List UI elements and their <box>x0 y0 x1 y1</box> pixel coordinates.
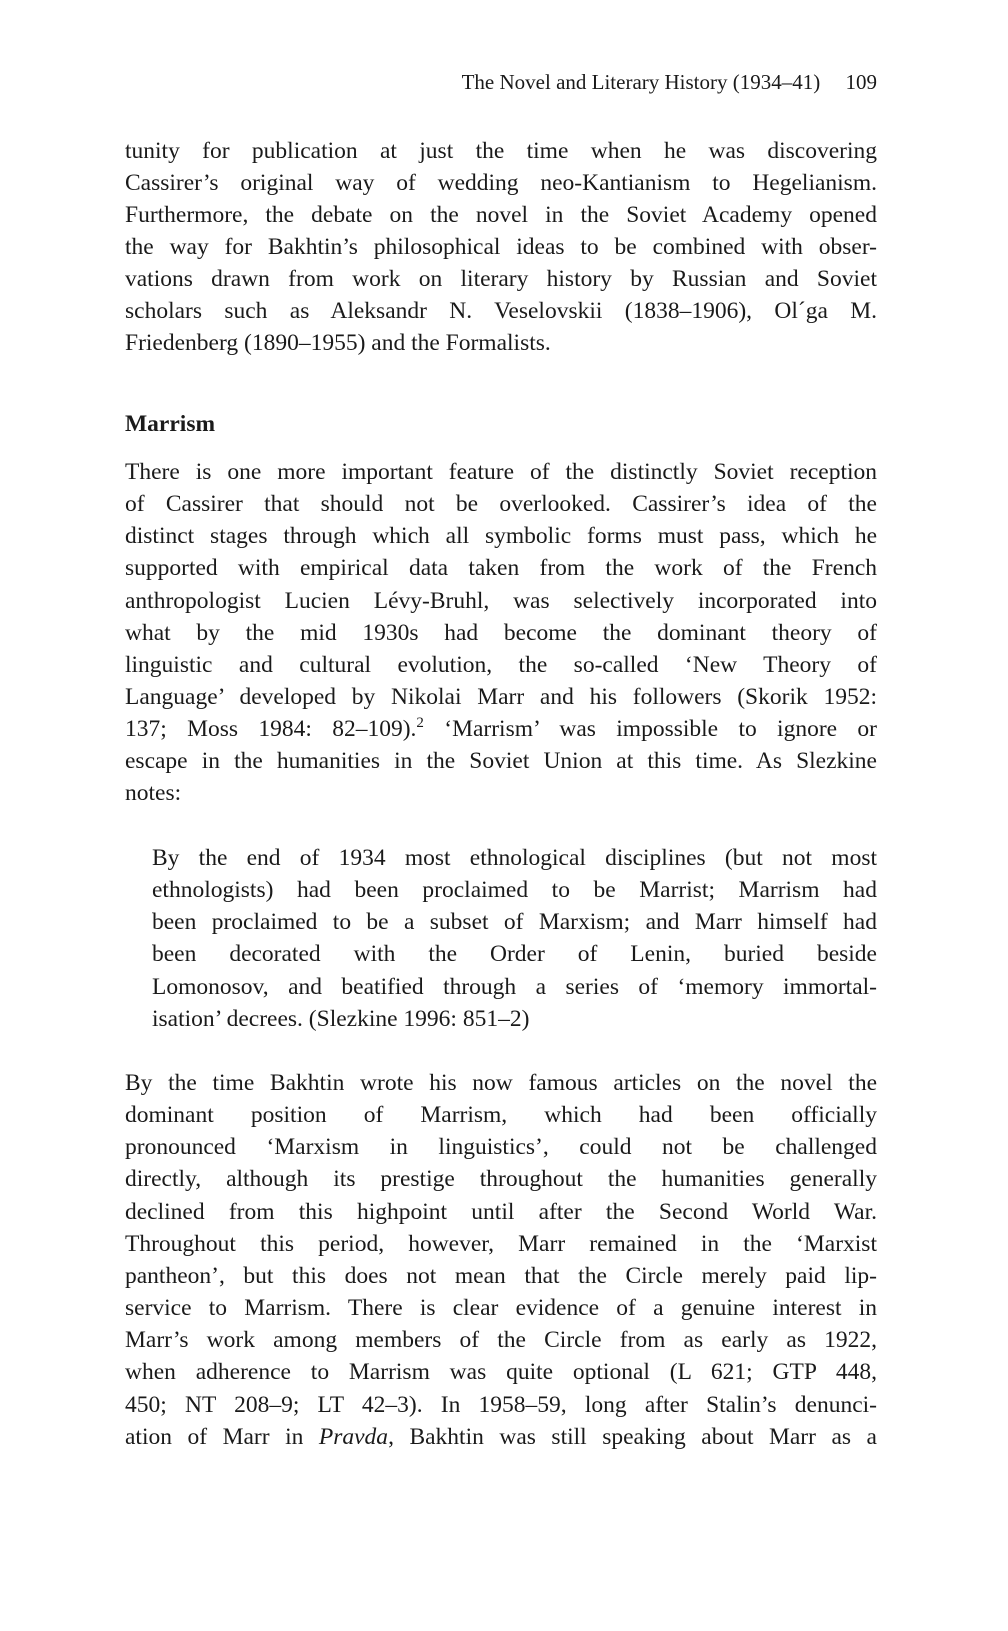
text-line: supported with empirical data taken from the work of the French <box>125 555 877 581</box>
text-line: Marr’s work among members of the Circle from as early as 1922, <box>125 1327 877 1353</box>
text-line: dominant position of Marrism, which had been officially <box>125 1102 877 1128</box>
text-line: when adherence to Marrism was quite optional (L 621; GTP 448, <box>125 1359 877 1385</box>
text-line: notes: <box>125 780 182 806</box>
quote-line: Lomonosov, and beatified through a series of ‘memory immortal- <box>152 974 877 1000</box>
text-line: linguistic and cultural evolution, the so-called ‘New Theory of <box>125 652 877 678</box>
text-line: escape in the humanities in the Soviet Union at this time. As Slezkine <box>125 748 877 774</box>
quote-line: isation’ decrees. (Slezkine 1996: 851–2) <box>152 1006 530 1032</box>
text-line: the way for Bakhtin’s philosophical ideas to be combined with obser- <box>125 234 877 260</box>
running-head <box>125 66 877 98</box>
text-line: declined from this highpoint until after the Second World War. <box>125 1199 877 1225</box>
running-title: The Novel and Literary History (1934–41) <box>461 70 821 94</box>
quote-line: By the end of 1934 most ethnological disciplines (but not most <box>152 845 877 871</box>
quote-line: been proclaimed to be a subset of Marxism; and Marr himself had <box>152 909 877 935</box>
text-line: what by the mid 1930s had become the dominant theory of <box>125 620 877 646</box>
section-heading: Marrism <box>125 411 216 437</box>
text-line: directly, although its prestige throughout the humanities generally <box>125 1166 877 1192</box>
text-line: tunity for publication at just the time when he was discovering <box>125 138 877 164</box>
text-line: By the time Bakhtin wrote his now famous articles on the novel the <box>125 1070 877 1096</box>
text-line: There is one more important feature of the distinctly Soviet reception <box>125 459 877 485</box>
footnote-ref[interactable]: 2 <box>416 715 424 731</box>
text-line: 450; NT 208–9; LT 42–3). In 1958–59, long after Stalin’s denunci- <box>125 1392 877 1418</box>
text-line <box>125 1421 877 1453</box>
page-number: 109 <box>845 70 877 94</box>
text-line: pantheon’, but this does not mean that the Circle merely paid lip- <box>125 1263 877 1289</box>
italic-title: Pravda <box>318 1424 389 1450</box>
text-line: anthropologist Lucien Lévy-Bruhl, was selectively incorporated into <box>125 588 877 614</box>
text-line: Cassirer’s original way of wedding neo-Kantianism to Hegelianism. <box>125 170 877 196</box>
text-line: of Cassirer that should not be overlooked. Cassirer’s idea of the <box>125 491 877 517</box>
text-line: service to Marrism. There is clear evidence of a genuine interest in <box>125 1295 877 1321</box>
text-span: 137; Moss 1984: 82–109). <box>125 716 417 742</box>
text-span: ation of Marr in <box>125 1424 319 1450</box>
text-line: Language’ developed by Nikolai Marr and his followers (Skorik 1952: <box>125 684 877 710</box>
text-line: Throughout this period, however, Marr remained in the ‘Marxist <box>125 1231 877 1257</box>
text-span: , Bakhtin was still speaking about Marr as a <box>388 1424 877 1450</box>
text-line: scholars such as Aleksandr N. Veselovskii (1838–1906), Ol´ga M. <box>125 298 877 324</box>
text-span: ‘Marrism’ was impossible to ignore or <box>423 716 877 742</box>
text-line: distinct stages through which all symbolic forms must pass, which he <box>125 523 877 549</box>
text-line: Friedenberg (1890–1955) and the Formalists. <box>125 330 551 356</box>
text-line: Furthermore, the debate on the novel in the Soviet Academy opened <box>125 202 877 228</box>
quote-line: ethnologists) had been proclaimed to be Marrist; Marrism had <box>152 877 877 903</box>
text-line: pronounced ‘Marxism in linguistics’, could not be challenged <box>125 1134 877 1160</box>
quote-line: been decorated with the Order of Lenin, buried beside <box>152 941 877 967</box>
text-line <box>125 713 877 745</box>
text-line: vations drawn from work on literary history by Russian and Soviet <box>125 266 877 292</box>
